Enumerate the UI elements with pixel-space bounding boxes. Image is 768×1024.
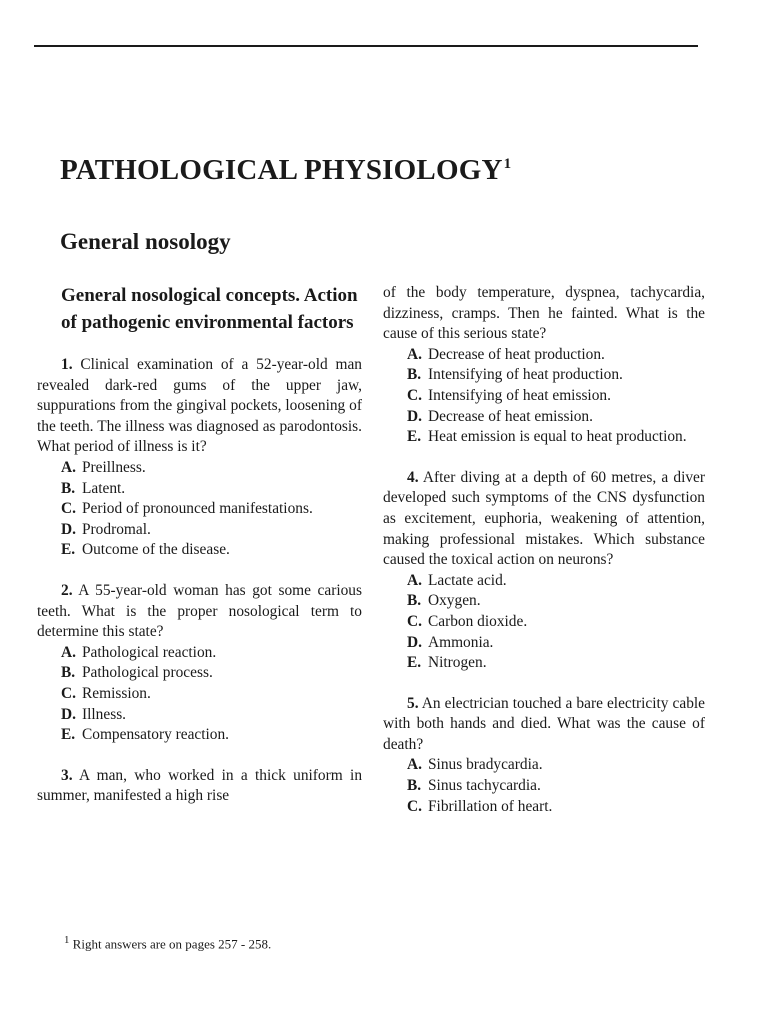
option-letter: D. bbox=[61, 705, 76, 723]
option-letter: A. bbox=[61, 643, 76, 661]
option-text: Intensifying of heat emission. bbox=[428, 386, 611, 404]
answer-option bbox=[383, 365, 705, 386]
question-stem bbox=[37, 581, 362, 643]
answer-option bbox=[37, 643, 362, 664]
question-text: An electrician touched a bare electricity cable with both hands and died. What was the cause of death? bbox=[383, 694, 706, 753]
option-text: Outcome of the disease. bbox=[82, 541, 230, 559]
answer-options bbox=[383, 345, 705, 448]
answer-option bbox=[37, 663, 362, 684]
option-letter: D. bbox=[407, 407, 422, 425]
option-letter: A. bbox=[61, 458, 76, 476]
left-column bbox=[37, 283, 362, 827]
option-letter: E. bbox=[407, 654, 422, 672]
answer-option bbox=[37, 540, 362, 561]
option-text: Oxygen. bbox=[428, 592, 481, 610]
answer-options bbox=[37, 643, 362, 746]
subsection-title: General nosological concepts. Action of pathogenic environmental factors bbox=[61, 285, 358, 333]
answer-option bbox=[37, 520, 362, 541]
answer-options bbox=[383, 755, 705, 817]
option-letter: D. bbox=[61, 520, 76, 538]
answer-option bbox=[37, 499, 362, 520]
option-letter: C. bbox=[407, 386, 422, 404]
question-number: 1. bbox=[61, 356, 73, 373]
option-letter: C. bbox=[407, 797, 422, 815]
question-1 bbox=[37, 355, 362, 561]
footnote bbox=[64, 934, 271, 952]
option-text: Period of pronounced manifestations. bbox=[82, 500, 313, 518]
answer-option bbox=[383, 797, 705, 818]
question-3-continued bbox=[383, 283, 705, 448]
answer-option bbox=[383, 386, 705, 407]
question-stem bbox=[37, 355, 362, 458]
option-text: Pathological process. bbox=[82, 664, 213, 682]
title-footnote-mark: 1 bbox=[503, 156, 512, 172]
option-letter: C. bbox=[61, 684, 76, 702]
answer-option bbox=[383, 633, 705, 654]
question-number: 4. bbox=[407, 468, 419, 486]
question-stem bbox=[37, 766, 362, 807]
option-text: Illness. bbox=[82, 705, 127, 723]
answer-option bbox=[37, 684, 362, 705]
option-text: Prodromal. bbox=[82, 520, 151, 538]
option-text: Latent. bbox=[82, 479, 126, 497]
option-text: Decrease of heat emission. bbox=[428, 407, 593, 425]
question-text: Clinical examination of a 52-year-old man revealed dark-red gums of the upper jaw, suppurations from the gingival pockets, loosening of the teeth. The illness was diagnosed as parodontosis. What period of illness is it? bbox=[37, 356, 362, 456]
question-5 bbox=[383, 694, 705, 818]
option-text: Compensatory reaction. bbox=[82, 726, 230, 744]
answer-options bbox=[383, 571, 705, 674]
question-text: After diving at a depth of 60 metres, a diver developed such symptoms of the CNS dysfunction as excitement, euphoria, weakening of attention, making professional mistakes. Which substance caused the toxical action on neurons? bbox=[383, 468, 706, 569]
option-text: Ammonia. bbox=[428, 633, 494, 651]
answer-options bbox=[37, 458, 362, 561]
option-text: Sinus tachycardia. bbox=[428, 777, 541, 795]
answer-option bbox=[37, 705, 362, 726]
option-letter: E. bbox=[407, 428, 422, 446]
answer-option bbox=[37, 458, 362, 479]
option-text: Decrease of heat production. bbox=[428, 345, 605, 363]
option-letter: B. bbox=[407, 366, 422, 384]
option-letter: B. bbox=[407, 592, 422, 610]
answer-option bbox=[383, 407, 705, 428]
footnote-mark: 1 bbox=[64, 934, 70, 946]
option-text: Sinus bradycardia. bbox=[428, 756, 543, 774]
question-number: 5. bbox=[407, 694, 419, 712]
question-text: A man, who worked in a thick uniform in summer, manifested a high rise bbox=[37, 766, 363, 805]
answer-option bbox=[383, 427, 705, 448]
question-2 bbox=[37, 581, 362, 746]
option-letter: A. bbox=[407, 571, 422, 589]
answer-option bbox=[383, 571, 705, 592]
option-letter: B. bbox=[61, 479, 76, 497]
option-text: Preillness. bbox=[82, 458, 146, 476]
option-letter: A. bbox=[407, 345, 422, 363]
question-stem bbox=[383, 694, 705, 756]
option-letter: E. bbox=[61, 726, 76, 744]
option-letter: B. bbox=[407, 777, 422, 795]
question-number: 3. bbox=[61, 766, 73, 784]
answer-option bbox=[37, 479, 362, 500]
option-letter: C. bbox=[61, 500, 76, 518]
page-title-text: PATHOLOGICAL PHYSIOLOGY bbox=[60, 154, 503, 186]
section-title: General nosology bbox=[60, 229, 231, 254]
option-text: Lactate acid. bbox=[428, 571, 507, 589]
option-letter: E. bbox=[61, 541, 76, 559]
answer-option bbox=[383, 653, 705, 674]
option-text: Fibrillation of heart. bbox=[428, 797, 553, 815]
option-letter: C. bbox=[407, 612, 422, 630]
question-text: A 55-year-old woman has got some carious teeth. What is the proper nosological term to determine this state? bbox=[37, 581, 362, 641]
answer-option bbox=[383, 345, 705, 366]
page-title bbox=[60, 154, 511, 187]
option-text: Remission. bbox=[82, 684, 151, 702]
question-stem bbox=[383, 468, 705, 571]
option-text: Pathological reaction. bbox=[82, 643, 217, 661]
option-text: Carbon dioxide. bbox=[428, 612, 528, 630]
question-3-start bbox=[37, 766, 362, 807]
top-rule bbox=[34, 45, 698, 47]
question-stem-continued: of the body temperature, dyspnea, tachycardia, dizziness, cramps. Then he fainted. What is the cause of this serious state? bbox=[383, 284, 705, 343]
answer-option bbox=[37, 725, 362, 746]
option-text: Intensifying of heat production. bbox=[428, 366, 623, 384]
footnote-text: Right answers are on pages 257 - 258. bbox=[72, 936, 272, 952]
answer-option bbox=[383, 612, 705, 633]
option-text: Nitrogen. bbox=[428, 654, 487, 672]
option-letter: A. bbox=[407, 756, 422, 774]
answer-option bbox=[383, 591, 705, 612]
option-letter: D. bbox=[407, 633, 422, 651]
answer-option bbox=[383, 776, 705, 797]
option-text: Heat emission is equal to heat production. bbox=[428, 428, 687, 446]
right-column bbox=[383, 283, 705, 837]
option-letter: B. bbox=[61, 664, 76, 682]
answer-option bbox=[383, 755, 705, 776]
question-4 bbox=[383, 468, 705, 674]
question-number: 2. bbox=[61, 581, 73, 599]
